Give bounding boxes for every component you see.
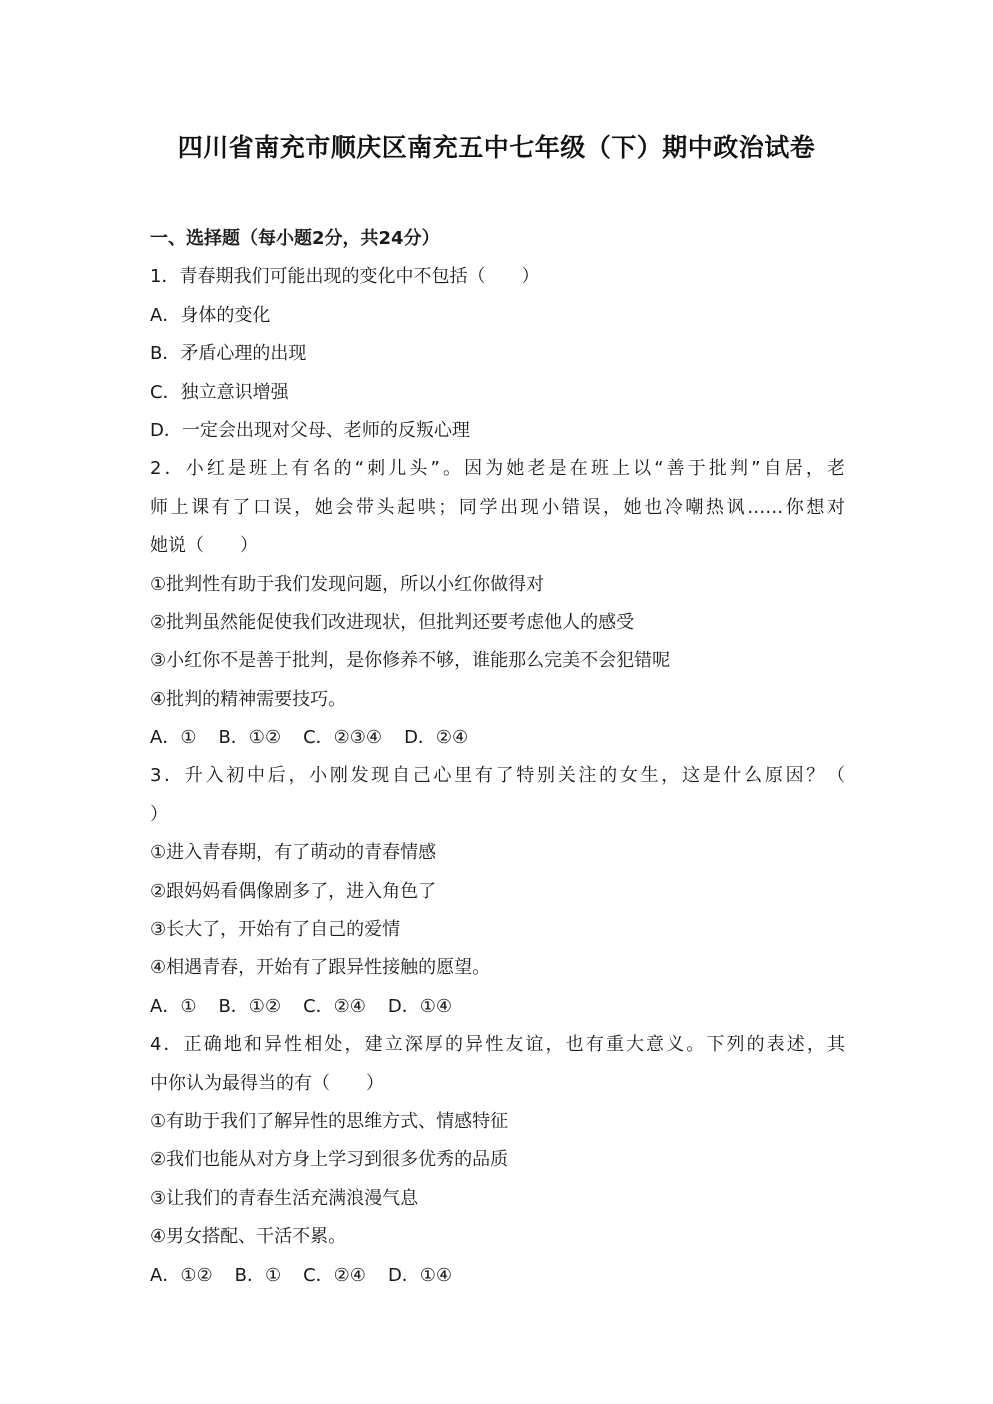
- question-1: [150, 258, 845, 450]
- section-heading: 一、选择题（每小题2分，共24分）: [150, 228, 440, 249]
- choice-c: C．独立意识增强: [150, 381, 289, 403]
- question-stem-line: 她说（ ）: [150, 535, 258, 557]
- choice-c: C．②④: [303, 995, 366, 1017]
- statement-item: ②跟妈妈看偶像剧多了，进入角色了: [150, 880, 437, 902]
- question-stem: 1．青春期我们可能出现的变化中不包括（ ）: [150, 266, 540, 288]
- choice-c: C．②③④: [303, 727, 383, 749]
- choice-d: D．一定会出现对父母、老师的反叛心理: [150, 419, 470, 441]
- statement-item: ①有助于我们了解异性的思维方式、情感特征: [150, 1110, 509, 1132]
- choice-a: A．①: [150, 995, 197, 1017]
- question-stem-line: 2．小红是班上有名的“刺儿头”。因为她老是在班上以“善于批判”自居，老: [150, 458, 845, 480]
- statement-item: ④男女搭配、干活不累。: [150, 1226, 347, 1248]
- statement-item: ③小红你不是善于批判，是你修养不够，谁能那么完美不会犯错呢: [150, 650, 671, 672]
- choice-d: D．①④: [387, 995, 453, 1017]
- choice-a: A．①②: [150, 1264, 213, 1286]
- answer-choices: [150, 719, 845, 757]
- statement-item: ④批判的精神需要技巧。: [150, 688, 347, 710]
- choice-b: B．①: [234, 1264, 282, 1286]
- question-4: [150, 1026, 845, 1295]
- choice-d: D．②④: [404, 727, 469, 749]
- question-stem-line: 中你认为最得当的有（ ）: [150, 1072, 384, 1094]
- choice-c: C．②④: [303, 1264, 366, 1286]
- choice-a: A．①: [150, 727, 197, 749]
- choice-a: A．身体的变化: [150, 304, 271, 326]
- statement-item: ①批判性有助于我们发现问题，所以小红你做得对: [150, 573, 545, 595]
- question-2: [150, 450, 845, 757]
- question-stem-line: ）: [150, 803, 168, 825]
- statement-item: ①进入青春期，有了萌动的青春情感: [150, 842, 437, 864]
- statement-item: ③长大了，开始有了自己的爱情: [150, 919, 401, 941]
- statement-item: ②我们也能从对方身上学习到很多优秀的品质: [150, 1149, 509, 1171]
- choice-d: D．①④: [387, 1264, 453, 1286]
- answer-choices: [150, 988, 845, 1026]
- exam-content: [150, 220, 845, 1295]
- choice-b: B．①②: [218, 995, 282, 1017]
- statement-item: ③让我们的青春生活充满浪漫气息: [150, 1187, 419, 1209]
- question-stem-line: 4．正确地和异性相处，建立深厚的异性友谊，也有重大意义。下列的表述，其: [150, 1034, 845, 1056]
- question-stem-line: 师上课有了口误，她会带头起哄；同学出现小错误，她也冷嘲热讽……你想对: [150, 496, 845, 518]
- statement-item: ④相遇青春，开始有了跟异性接触的愿望。: [150, 957, 491, 979]
- statement-item: ②批判虽然能促使我们改进现状，但批判还要考虑他人的感受: [150, 611, 635, 633]
- choice-b: B．矛盾心理的出现: [150, 343, 307, 365]
- page-title: 四川省南充市顺庆区南充五中七年级（下）期中政治试卷: [177, 133, 816, 162]
- choice-b: B．①②: [218, 727, 282, 749]
- answer-choices: [150, 1257, 845, 1295]
- question-3: [150, 757, 845, 1026]
- question-stem-line: 3．升入初中后，小刚发现自己心里有了特别关注的女生，这是什么原因？（: [150, 765, 845, 787]
